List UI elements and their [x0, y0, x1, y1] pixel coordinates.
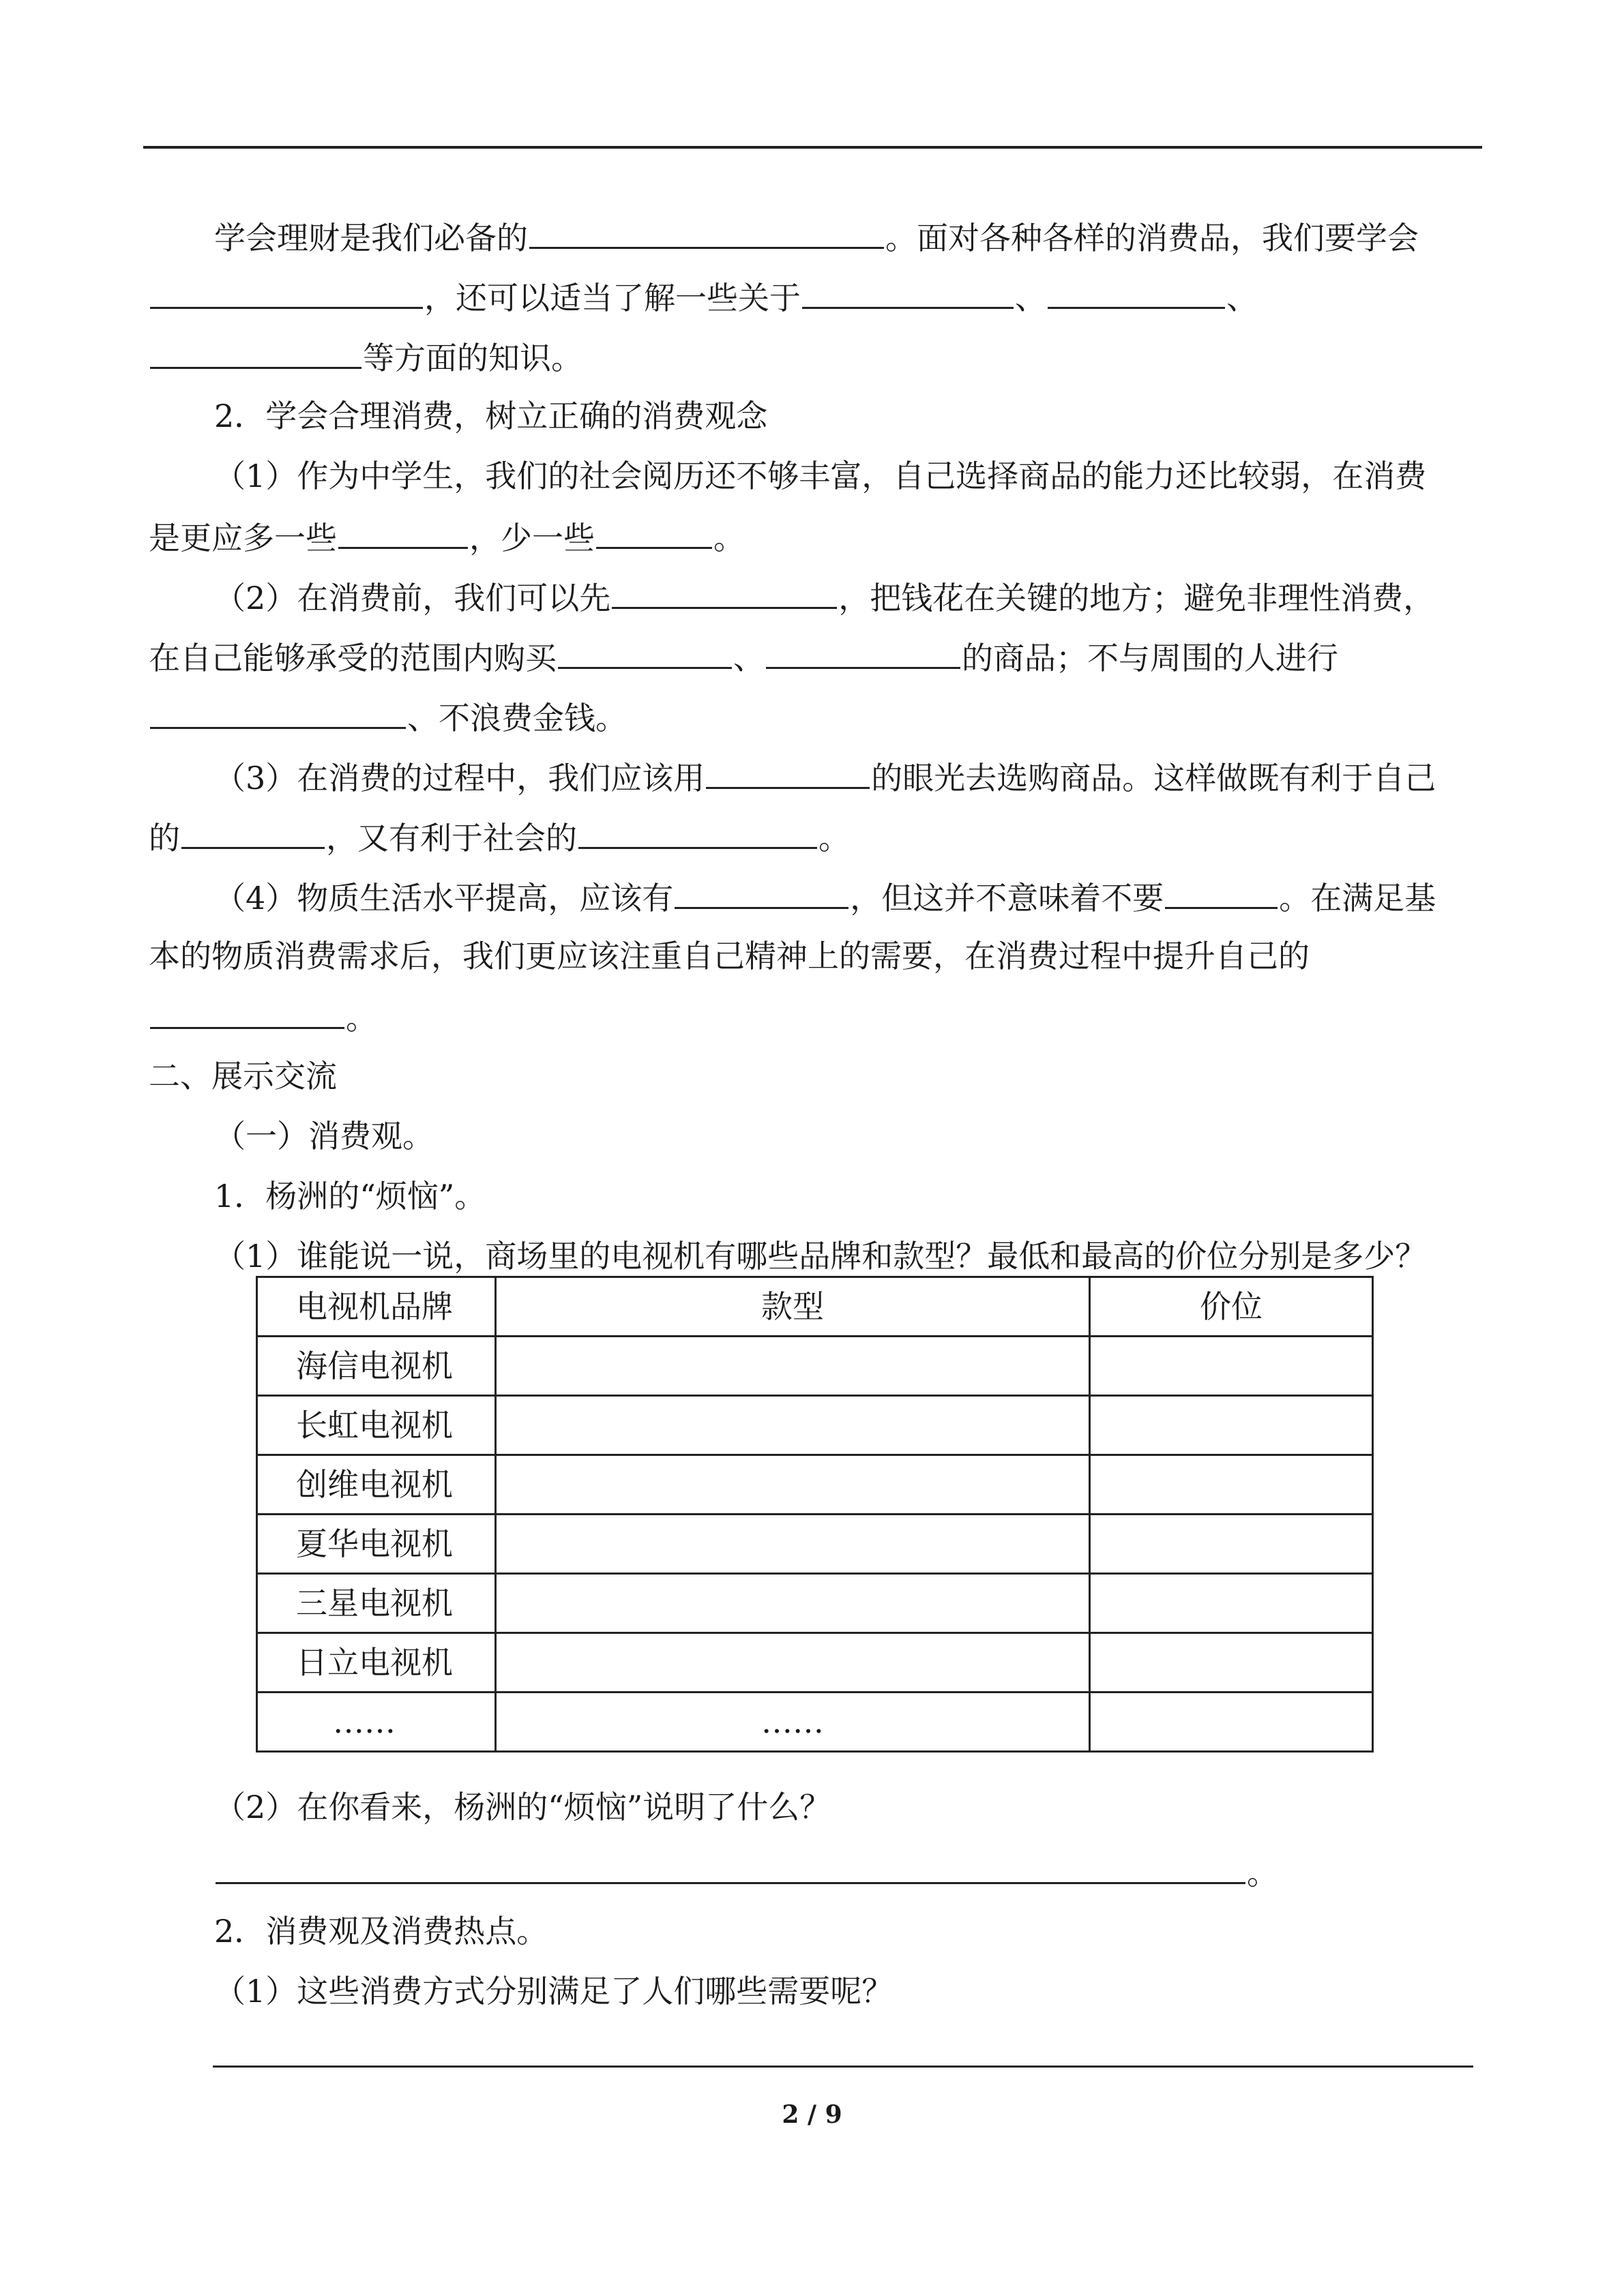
footer-rule — [213, 2066, 1473, 2068]
table-row — [257, 1337, 1373, 1396]
table-cell[interactable] — [1090, 1574, 1373, 1633]
text-line: 学会理财是我们必备的 。面对各种各样的消费品，我们要学会 — [149, 206, 1544, 266]
answer-blank[interactable] — [338, 506, 468, 549]
text-line: （1）作为中学生，我们的社会阅历还不够丰富，自己选择商品的能力还比较弱，在消费 — [214, 458, 1427, 494]
section-heading: 二、展示交流 — [149, 1058, 337, 1094]
table-cell[interactable] — [1090, 1455, 1373, 1515]
table-cell[interactable] — [1090, 1337, 1373, 1396]
text-line: 、不浪费金钱。 — [149, 686, 1479, 746]
table-cell: …… — [257, 1693, 496, 1752]
table-row — [257, 1574, 1373, 1633]
text-line: 。 — [149, 986, 1479, 1046]
answer-blank[interactable] — [1165, 866, 1278, 909]
table-cell[interactable] — [1090, 1396, 1373, 1455]
answer-blank[interactable] — [181, 806, 325, 849]
answer-blank[interactable] — [529, 206, 884, 249]
header-rule — [143, 146, 1482, 149]
table-header: 价位 — [1090, 1277, 1373, 1337]
answer-blank[interactable] — [1048, 266, 1225, 309]
table-cell: 长虹电视机 — [257, 1396, 496, 1455]
answer-blank[interactable] — [150, 266, 423, 309]
table-row — [257, 1633, 1373, 1693]
table-cell: 三星电视机 — [257, 1574, 496, 1633]
question-title: 1．杨洲的“烦恼”。 — [214, 1178, 486, 1214]
question-text: （2）在你看来，杨洲的“烦恼”说明了什么？ — [214, 1789, 831, 1825]
table-cell[interactable] — [1090, 1693, 1373, 1752]
table-cell: 夏华电视机 — [257, 1515, 496, 1574]
table-header: 电视机品牌 — [257, 1277, 496, 1337]
table-cell[interactable] — [496, 1455, 1090, 1515]
text-line: 本的物质消费需求后，我们更应该注重自己精神上的需要，在消费过程中提升自己的 — [149, 938, 1310, 974]
text-line: （4）物质生活水平提高，应该有 ，但这并不意味着不要 。在满足基 — [149, 866, 1544, 926]
table-row — [257, 1455, 1373, 1515]
text-line: （2）在消费前，我们可以先 ，把钱花在关键的地方；避免非理性消费， — [149, 566, 1544, 626]
answer-blank[interactable] — [150, 986, 344, 1029]
text-line: 。 — [149, 1841, 1544, 1901]
table-cell[interactable] — [1090, 1515, 1373, 1574]
question-text: （1）这些消费方式分别满足了人们哪些需要呢？ — [214, 1973, 894, 2010]
question-title: 2．消费观及消费热点。 — [214, 1913, 548, 1950]
text-line: ，还可以适当了解一些关于 、 、 — [149, 266, 1479, 326]
question-text: （1）谁能说一说，商场里的电视机有哪些品牌和款型？最低和最高的价位分别是多少？ — [214, 1238, 1427, 1274]
table-cell: 日立电视机 — [257, 1633, 496, 1693]
section-heading: 2．学会合理消费，树立正确的消费观念 — [214, 398, 768, 434]
answer-blank[interactable] — [150, 686, 406, 729]
subsection-heading: （一）消费观。 — [214, 1118, 434, 1154]
answer-blank[interactable] — [150, 326, 361, 369]
answer-blank[interactable] — [706, 746, 870, 789]
answer-blank[interactable] — [578, 806, 817, 849]
answer-blank[interactable] — [802, 266, 1014, 309]
table-row — [257, 1693, 1373, 1752]
answer-blank[interactable] — [596, 506, 712, 549]
table-cell[interactable]: …… — [496, 1693, 1090, 1752]
answer-line[interactable] — [216, 1841, 1245, 1884]
table-cell[interactable] — [496, 1337, 1090, 1396]
answer-blank[interactable] — [612, 566, 837, 609]
table-row — [257, 1396, 1373, 1455]
table-cell: 海信电视机 — [257, 1337, 496, 1396]
page-number: 2 / 9 — [782, 2100, 842, 2129]
text-line: 是更应多一些 ，少一些 。 — [149, 506, 1479, 566]
tv-brand-table — [256, 1276, 1374, 1753]
text-line: 在自己能够承受的范围内购买 、 的商品；不与周围的人进行 — [149, 626, 1479, 686]
table-header: 款型 — [496, 1277, 1090, 1337]
text-line: 的 ，又有利于社会的 。 — [149, 806, 1479, 866]
table-row — [257, 1515, 1373, 1574]
table-cell[interactable] — [496, 1396, 1090, 1455]
table-cell[interactable] — [496, 1574, 1090, 1633]
answer-blank[interactable] — [558, 626, 732, 669]
table-cell: 创维电视机 — [257, 1455, 496, 1515]
answer-blank[interactable] — [766, 626, 960, 669]
text-line: （3）在消费的过程中，我们应该用 的眼光去选购商品。这样做既有利于自己 — [149, 746, 1544, 806]
answer-blank[interactable] — [675, 866, 848, 909]
table-cell[interactable] — [496, 1633, 1090, 1693]
table-header-row — [257, 1277, 1373, 1337]
table-cell[interactable] — [1090, 1633, 1373, 1693]
text-line: 等方面的知识。 — [149, 326, 1479, 386]
table-cell[interactable] — [496, 1515, 1090, 1574]
